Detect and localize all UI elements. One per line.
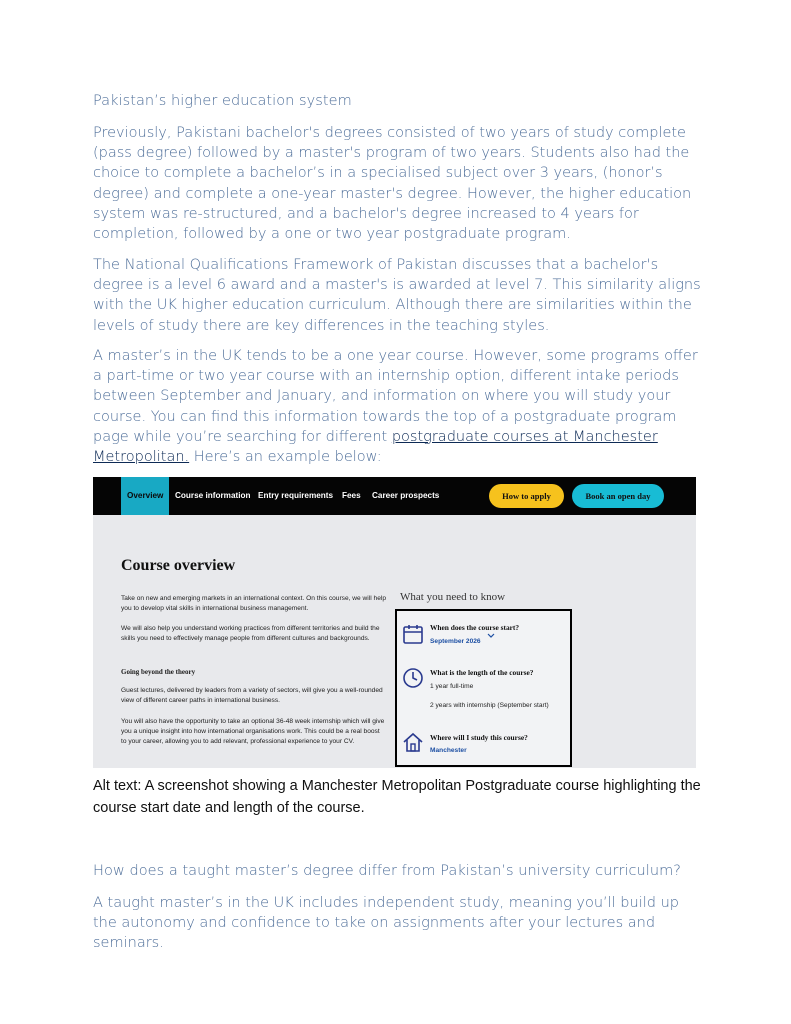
paragraph-uk-masters bbox=[93, 346, 705, 467]
paragraph-uk-masters-tail: Here’s an example below: bbox=[189, 449, 382, 466]
tab-fees[interactable]: Fees bbox=[342, 491, 361, 500]
key-info-box bbox=[395, 609, 572, 767]
overview-paragraph-4: You will also have the opportunity to take an optional 36-48 week internship which will give you a unique insight into how international organisations work. This could be a real boost to your career, allowing you to add relevant, professional experience to your CV. bbox=[121, 718, 385, 745]
question-course-start: When does the course start? bbox=[430, 623, 520, 632]
home-icon bbox=[402, 731, 424, 753]
section-heading-pakistan-higher-education: Pakistan’s higher education system bbox=[93, 93, 352, 109]
how-to-apply-button[interactable]: How to apply bbox=[489, 484, 564, 508]
answer-course-length-2: 2 years with internship (September start) bbox=[430, 702, 549, 709]
question-study-location: Where will I study this course? bbox=[430, 733, 528, 742]
going-beyond-theory-heading: Going beyond the theory bbox=[121, 668, 196, 676]
clock-icon bbox=[402, 667, 424, 689]
section-heading-taught-masters: How does a taught master’s degree differ from Pakistan’s university curriculum? bbox=[93, 863, 682, 879]
postgraduate-courses-link[interactable]: postgraduate courses at Manchester Metropolitan. bbox=[93, 428, 658, 466]
tab-overview[interactable]: Overview bbox=[121, 477, 169, 515]
answer-course-length-1: 1 year full-time bbox=[430, 683, 474, 690]
answer-study-location: Manchester bbox=[430, 747, 467, 754]
course-overview-title: Course overview bbox=[121, 557, 236, 574]
paragraph-independent-study: A taught master’s in the UK includes independent study, meaning you’ll build up the autonomy and confidence to take on assignments after your lectures and seminars. bbox=[93, 895, 679, 952]
tab-course-information[interactable]: Course information bbox=[175, 491, 251, 500]
course-nav-bar bbox=[93, 477, 696, 515]
paragraph-qualifications-framework: The National Qualifications Framework of Pakistan discusses that a bachelor's degree is a level 6 award and a master's is awarded at level 7. This similarity aligns with the UK higher education curriculum. Although there are similarities within the levels of study there are key differences in the teaching styles. bbox=[93, 257, 701, 334]
what-you-need-to-know-heading: What you need to know bbox=[400, 591, 506, 603]
question-course-length: What is the length of the course? bbox=[430, 668, 534, 677]
answer-course-start: September 2026 bbox=[430, 638, 481, 645]
book-open-day-button[interactable]: Book an open day bbox=[572, 484, 664, 508]
tab-entry-requirements[interactable]: Entry requirements bbox=[258, 491, 334, 500]
overview-paragraph-3: Guest lectures, delivered by leaders from a variety of sectors, will give you a well-rounded view of different career paths in international business. bbox=[121, 687, 383, 704]
alt-text-caption: Alt text: A screenshot showing a Manchester Metropolitan Postgraduate course highlighting the course start date and length of the course. bbox=[93, 778, 701, 816]
course-page-screenshot bbox=[93, 477, 696, 768]
chevron-down-icon bbox=[487, 633, 495, 639]
paragraph-uk-masters-text: A master’s in the UK tends to be a one year course. However, some programs offer a part-time or two year course with an internship option, different intake periods between September and January, and information on where you will study your course. You can find this information towards the top of a postgraduate program page while you’re searching for different bbox=[93, 348, 698, 445]
tab-career-prospects[interactable]: Career prospects bbox=[372, 491, 440, 500]
calendar-icon bbox=[402, 623, 424, 645]
overview-paragraph-1: Take on new and emerging markets in an international context. On this course, we will help you to develop vital skills in international business management. bbox=[121, 595, 386, 612]
paragraph-previous-system: Previously, Pakistani bachelor's degrees consisted of two years of study complete (pass degree) followed by a master's program of two years. Students also had the choice to complete a bachelor’s in a specialised subject over 3 years, (honor’s degree) and complete a one-year master's degree. However, the higher education system was re-structured, and a bachelor's degree increased to 4 years for completion, followed by a one or two year postgraduate program. bbox=[93, 125, 692, 243]
overview-paragraph-2: We will also help you understand working practices from different territories and build the skills you need to effectively manage people from different cultures and backgrounds. bbox=[121, 625, 380, 642]
